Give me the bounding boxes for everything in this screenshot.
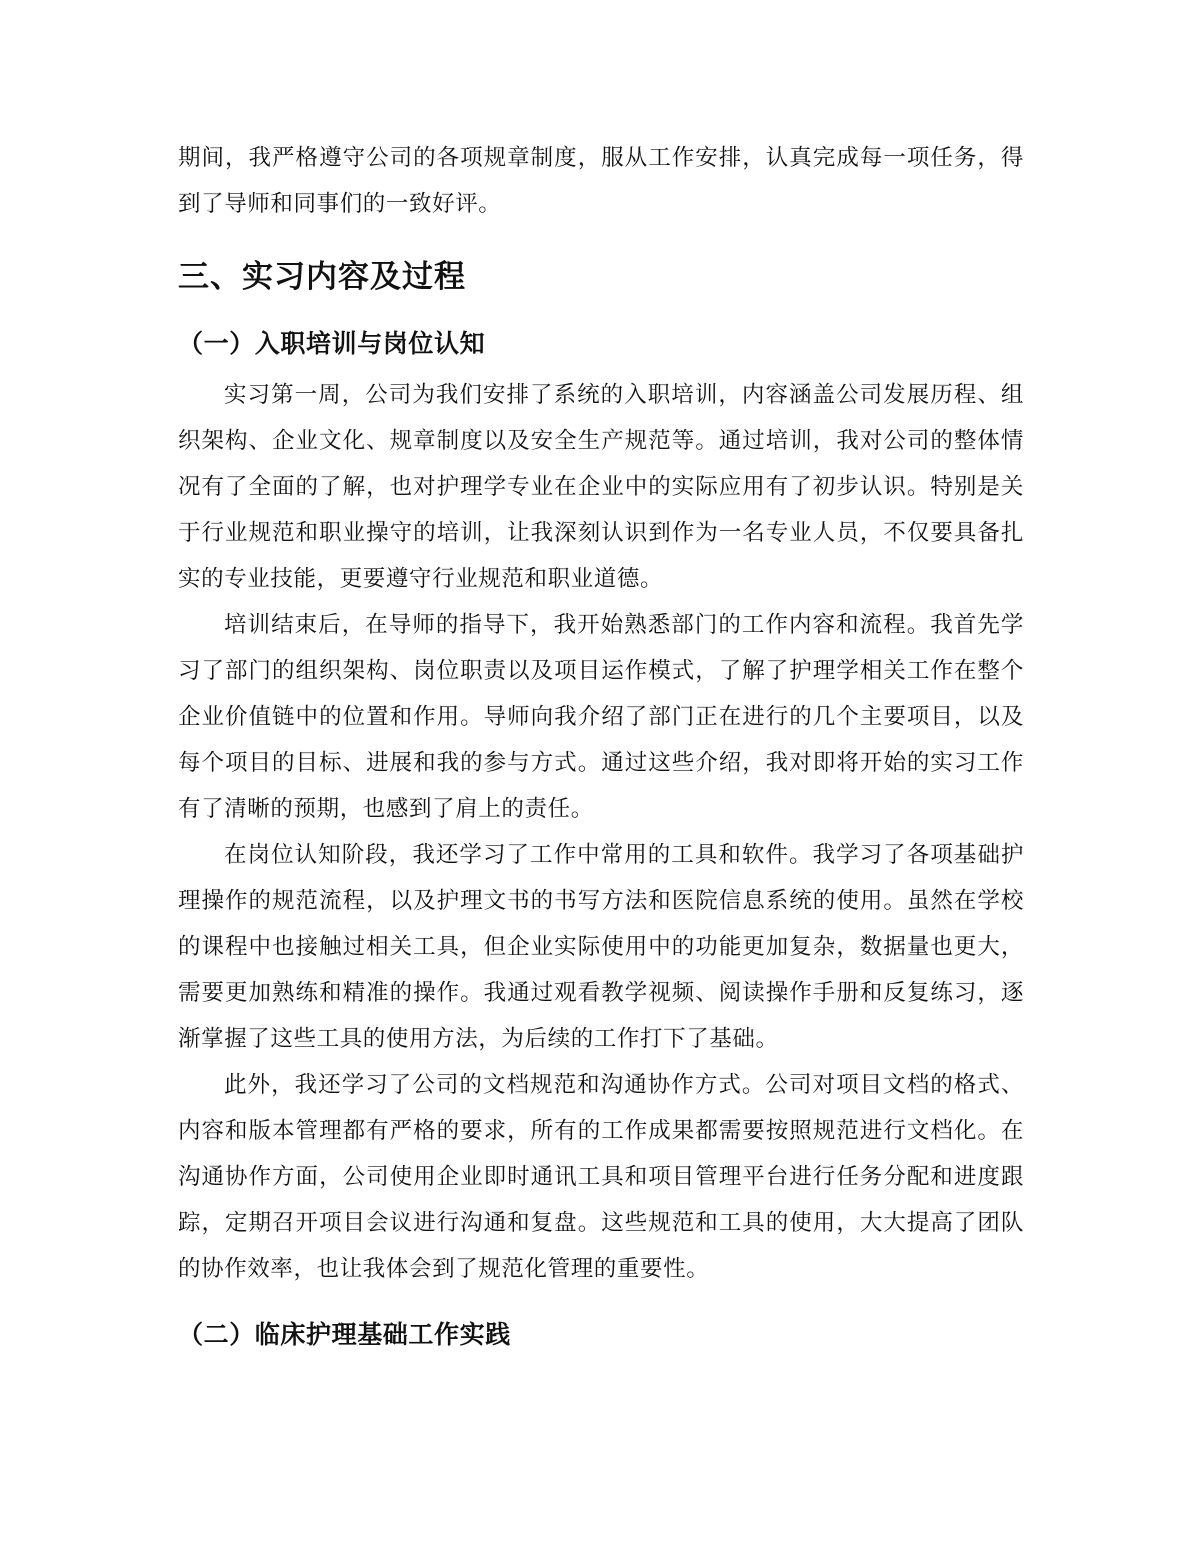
subsection-1-heading: （一）入职培训与岗位认知 xyxy=(178,329,486,358)
body-paragraph-1: 实习第一周，公司为我们安排了系统的入职培训，内容涵盖公司发展历程、组织架构、企业文化、规章制度以及安全生产规范等。通过培训，我对公司的整体情况有了全面的了解，也对护理学专业在企业中的实际应用有了初步认识。特别是关于行业规范和职业操守的培训，让我深刻认识到作为一名专业人员，不仅要具备扎实的专业技能，更要遵守行业规范和职业道德。 xyxy=(178,382,1024,592)
body-paragraph-4: 此外，我还学习了公司的文档规范和沟通协作方式。公司对项目文档的格式、内容和版本管理都有严格的要求，所有的工作成果都需要按照规范进行文档化。在沟通协作方面，公司使用企业即时通讯工具和项目管理平台进行任务分配和进度跟踪，定期召开项目会议进行沟通和复盘。这些规范和工具的使用，大大提高了团队的协作效率，也让我体会到了规范化管理的重要性。 xyxy=(178,1072,1024,1282)
subsection-1-body xyxy=(178,372,1024,1292)
body-paragraph-2: 培训结束后，在导师的指导下，我开始熟悉部门的工作内容和流程。我首先学习了部门的组织架构、岗位职责以及项目运作模式，了解了护理学相关工作在整个企业价值链中的位置和作用。导师向我介绍了部门正在进行的几个主要项目，以及每个项目的目标、进展和我的参与方式。通过这些介绍，我对即将开始的实习工作有了清晰的预期，也感到了肩上的责任。 xyxy=(178,612,1024,822)
body-paragraph-3: 在岗位认知阶段，我还学习了工作中常用的工具和软件。我学习了各项基础护理操作的规范流程，以及护理文书的书写方法和医院信息系统的使用。虽然在学校的课程中也接触过相关工具，但企业实际使用中的功能更加复杂，数据量也更大，需要更加熟练和精准的操作。我通过观看教学视频、阅读操作手册和反复练习，逐渐掌握了这些工具的使用方法，为后续的工作打下了基础。 xyxy=(178,842,1024,1052)
intro-paragraph: 期间，我严格遵守公司的各项规章制度，服从工作安排，认真完成每一项任务，得到了导师和同事们的一致好评。 xyxy=(178,145,1024,217)
subsection-2-heading: （二）临床护理基础工作实践 xyxy=(178,1320,511,1349)
section-heading: 三、实习内容及过程 xyxy=(178,259,466,295)
